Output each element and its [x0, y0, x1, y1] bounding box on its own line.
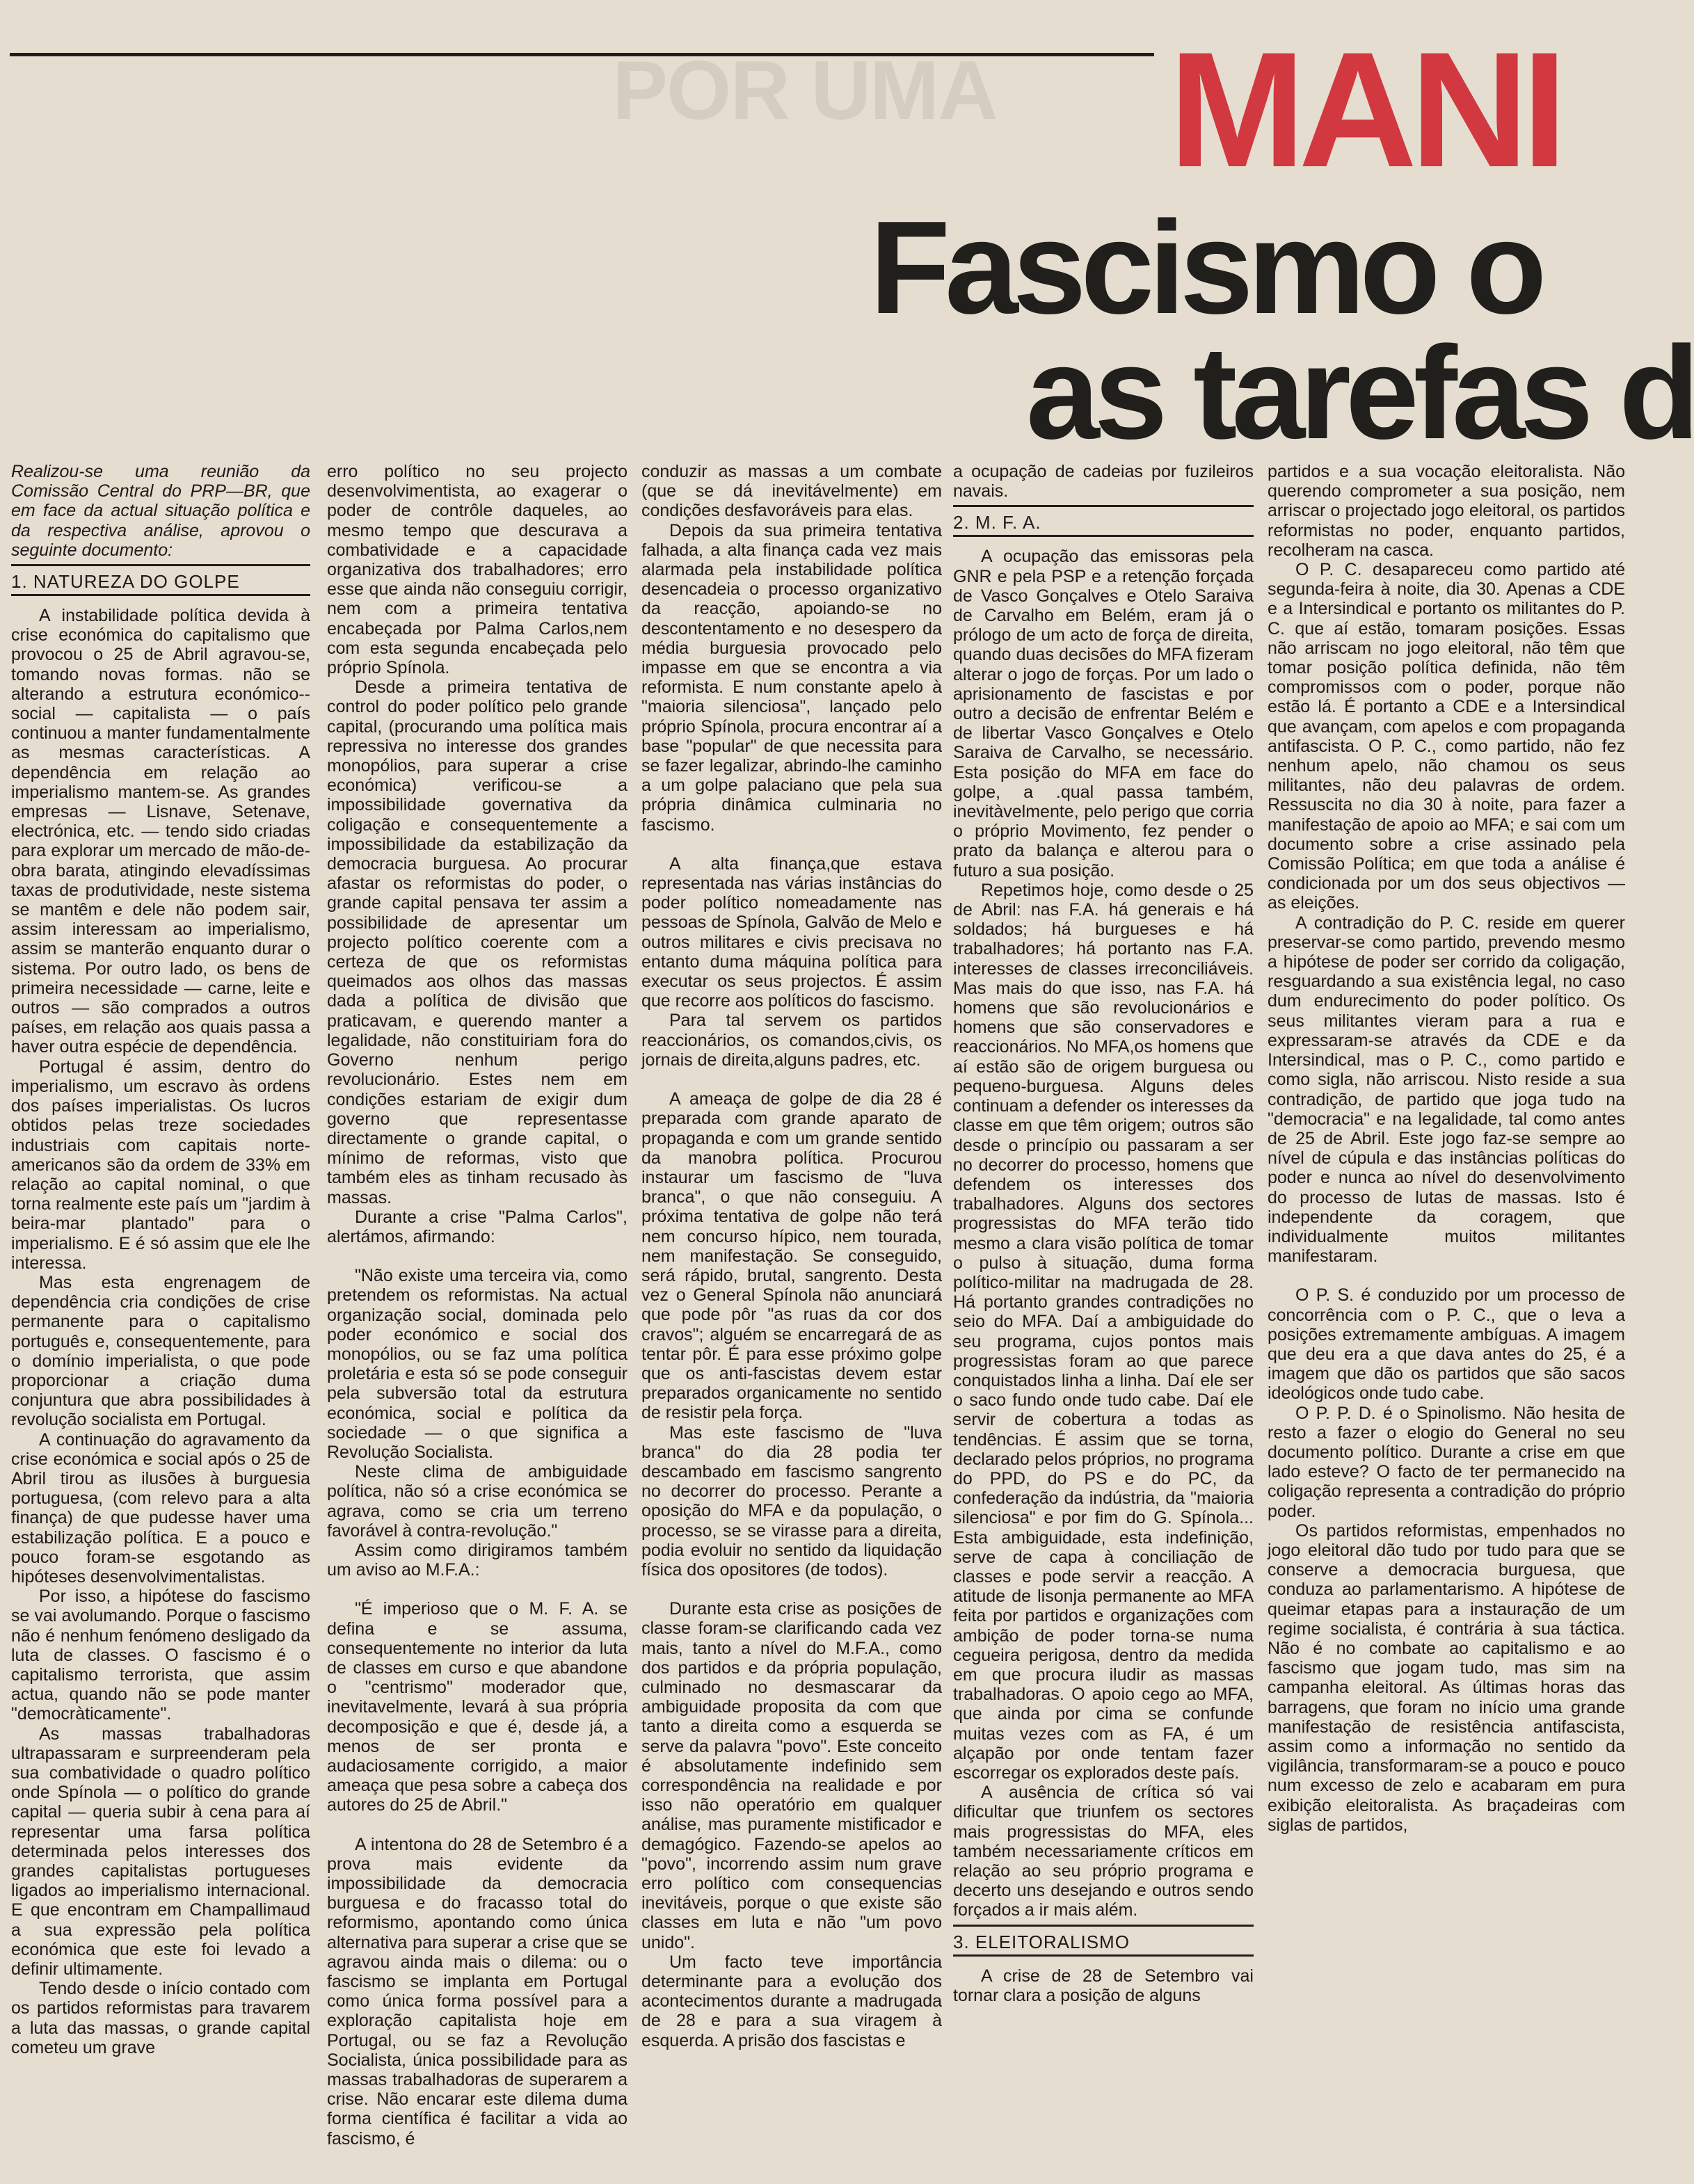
- article-column-4: [953, 462, 1254, 2131]
- paragraph: O P. P. D. é o Spinolismo. Não hesita de resto a fazer o elogio do General no seu documento político. Durante a crise em que lado esteve? O facto de ter permanecido na coligação representa a contradição do próprio poder.: [1268, 1403, 1625, 1521]
- intro-paragraph: Realizou-se uma reunião da Comissão Central do PRP—BR, que em face da actual situação política e da respectiva análise, aprovou o seguinte documento:: [11, 462, 310, 560]
- paragraph: A continuação do agravamento da crise económica e social após o 25 de Abril tirou as ilusões à burguesia portuguesa, (com relevo para a alta finança) de que pudesse haver uma estabilização política. E a pouco e pouco foram-se esgotando as hipóteses desenvolvimentalistas.: [11, 1429, 310, 1587]
- faded-show-through-title: POR UMA: [612, 44, 997, 137]
- quote-paragraph: "Não existe uma terceira via, como pretendem os reformistas. Na actual organização social, dominada pelo poder económico e social dos monopólios, ou se faz uma política proletária e esta só se pode conseguir pela subversão total da estrutura económica, social e política da sociedade — o que significa a Revolução Socialista.: [327, 1266, 628, 1462]
- paragraph: Desde a primeira tentativa de control do poder político pelo grande capital, (procurando uma política mais repressiva no interesse dos grandes monopólios, para superar a crise económica) verificou-se a impossibilidade governativa da coligação e consequentemente a impossibilidade da estabilização da democracia burguesa. Ao procurar afastar os reformistas do poder, o grande capital pensava ter assim a possibilidade de apresentar um projecto político coerente com a certeza de que os reformistas queimados aos olhos das massas dada a política de divisão que praticavam, e querendo manter a legalidade, não constituiriam fora do Governo nenhum perigo revolucionário. Estes nem em condições estariam de exigir dum governo que representasse directamente o grande capital, o mínimo de reformas, visto que também eles as tinham recusado às massas.: [327, 677, 628, 1207]
- paragraph: O P. C. desapareceu como partido até segunda-feira à noite, dia 30. Apenas a CDE e a Intersindical e portanto os militantes do P. C. que aí estão, tomaram posições. Essas não arriscam no jogo eleitoral, não têm que tomar posição política definida, não têm compromissos com o poder, porque não estão lá. É portanto a CDE e a Intersindical que avançam, com apelos e com propaganda antifascista. O P. C., como partido, não fez nenhum apelo, não chamou os seus militantes, não deu palavras de ordem. Ressuscita no dia 30 à noite, para fazer a manifestação de apoio ao MFA; e sai com um documento sobre a crise assinado pela Comissão Política; em que toda a análise é condicionada por um dos seus objectivos — as eleições.: [1268, 560, 1625, 913]
- paragraph: Um facto teve importância determinante para a evolução dos acontecimentos durante a madrugada de 28 e para a sua viragem à esquerda. A prisão dos fascistas e: [641, 1952, 942, 2050]
- paragraph: Mas esta engrenagem de dependência cria condições de crise permanente para o capitalismo português e, consequentemente, para o domínio imperialista, o que pode proporcionar a criação duma conjuntura que abra possibilidades à revolução socialista em Portugal.: [11, 1272, 310, 1430]
- paragraph: Por isso, a hipótese do fascismo se vai avolumando. Porque o fascismo não é nenhum fenómeno desligado da luta de classes. O fascismo é o capitalismo terrorista, que assim actua, quando não se pode manter "democràticamente".: [11, 1587, 310, 1724]
- paragraph: A ameaça de golpe de dia 28 é preparada com grande aparato de propaganda e com um grande sentido da manobra política. Procurou instaurar um fascismo de "luva branca", o que não conseguiu. A próxima tentativa de golpe não terá nem concurso hípico, nem tourada, nem manifestação. Se conseguido, será rápido, brutal, sangrento. Desta vez o General Spínola não anunciará que pode pôr "as ruas da cor dos cravos"; alguém se encarregará de as tentar pôr. É para esse próximo golpe que os anti-fascistas devem estar preparados organicamente no sentido de resistir pela força.: [641, 1089, 942, 1423]
- paragraph: erro político no seu projecto desenvolvimentista, ao exagerar o poder de contrôle daqueles, ao mesmo tempo que descurava a combatividade e a capacidade organizativa dos trabalhadores; erro esse que ainda não conseguiu corrigir, nem com a primeira tentativa encabeçada por Palma Carlos,nem com esta segunda encabeçada pelo próprio Spínola.: [327, 462, 628, 678]
- paragraph: A contradição do P. C. reside em querer preservar-se como partido, prevendo mesmo a hipótese de poder ser corrido da coligação, resguardando a sua existência legal, no caso dum endurecimento do poder político. Os seus militantes vieram para a rua e expressaram-se através da CDE e da Intersindical, mas o P. C., como partido e como sigla, não arriscou. Nisto reside a sua contradição, de partido que joga tudo na "democracia" e na legalidade, tal como antes de 25 de Abril. Este jogo faz-se sempre ao nível de cúpula e das instâncias políticas do poder e nunca ao nível do desenvolvimento do processo de lutas de massas. Isto é independente da coragem, que individualmente muitos militantes manifestaram.: [1268, 913, 1625, 1267]
- section-heading-natureza: 1. NATUREZA DO GOLPE: [11, 564, 310, 596]
- paragraph: O P. S. é conduzido por um processo de concorrência com o P. C., que o leva a posições extremamente ambíguas. A imagem que deu era a que dava antes do 25, é a imagem que dão os partidos que são sacos ideológicos onde tudo cabe.: [1268, 1285, 1625, 1404]
- paragraph: Durante esta crise as posições de classe foram-se clarificando cada vez mais, tanto a nível do M.F.A., como dos partidos e da própria população, culminado no desmascarar da ambiguidade proposita da com que tanto a direita como a esquerda se serve da palavra "povo". Este conceito é absolutamente indefinido sem correspondência na realidade e por isso não operatório em qualquer análise, mas puramente mistificador e demagógico. Fazendo-se apelos ao "povo", incorrendo assim num grave erro político com consequencias inevitáveis, porque o que existe são classes em luta e não "um povo unido".: [641, 1599, 942, 1952]
- red-banner-title: MANI: [1169, 18, 1561, 202]
- quote-paragraph: "É imperioso que o M. F. A. se defina e se assuma, consequentemente no interior da luta de classes em curso e que abandone o "centrismo" moderador que, inevitavelmente, levará à sua própria decomposição e que é, desde já, a menos de ser pronta e audaciosamente corrigido, a maior ameaça que pesa sobre a cabeça dos autores do 25 de Abril.": [327, 1599, 628, 1815]
- paragraph: A alta finança,que estava representada nas várias instâncias do poder político nomeadamente nas pessoas de Spínola, Galvão de Melo e outros militares e civis precisava no entanto duma máquina política para executar os seus projectos. É assim que recorre aos políticos do fascismo.: [641, 853, 942, 1011]
- paragraph: A ausência de crítica só vai dificultar que triunfem os sectores mais progressistas do MFA, eles também necessariamente críticos em relação ao seu próprio programa e decerto uns desejando e outros sendo forçados a ir mais além.: [953, 1783, 1254, 1920]
- section-heading-mfa: 2. M. F. A.: [953, 505, 1254, 537]
- paragraph: A intentona do 28 de Setembro é a prova mais evidente da impossibilidade da democracia burguesa e do fracasso total do reformismo, apontando como única alternativa para superar a crise que se agravou ainda mais o dilema: ou o fascismo se implanta em Portugal como única forma possível para a exploração capitalista hoje em Portugal, ou se faz a Revolução Socialista, única possibilidade para as massas trabalhadoras de superarem a crise. Não encarar este dilema duma forma científica é facilitar a vida ao fascismo, é: [327, 1834, 628, 2149]
- paragraph: A instabilidade política devida à crise económica do capitalismo que provocou o 25 de Abril agravou-se, tomando novas formas. não se alterando a estrutura económico--social — capitalista — o país continuou a manter fundamentalmente as mesmas características. A dependência em relação ao imperialismo mantem-se. As grandes empresas — Lisnave, Setenave, electrónica, etc. — tendo sido criadas para explorar um mercado de mão-de-obra barata, atingindo elevadíssimas taxas de produtividade, neste sistema se mantêm e dele não podem sair, assim interessam ao imperialismo, assim se manterão enquanto durar o sistema. Por outro lado, os bens de primeira necessidade — carne, leite e outros — são comprados a outros países, em relação aos quais passa a haver outra espécie de dependência.: [11, 606, 310, 1057]
- article-column-1: [11, 462, 310, 2131]
- paragraph: A crise de 28 de Setembro vai tornar clara a posição de alguns: [953, 1966, 1254, 2005]
- paragraph: A ocupação das emissoras pela GNR e pela PSP e a retenção forçada de Vasco Gonçalves e Otelo Saraiva de Carvalho em Belém, eram já o prólogo de um acto de força de direita, quando duas decisões do MFA fizeram alterar o jogo de forças. Por um lado o aprisionamento de fascistas e por outro a decisão de enfrentar Belém e de libertar Vasco Gonçalves e Otelo Saraiva de Carvalho, se necessário. Esta posição do MFA em face do golpe, a .qual passa também, inevitàvelmente, pelo perigo que corria o próprio Movimento, fez pender o prato da balança e alterou para o futuro a sua posição.: [953, 547, 1254, 881]
- headline-line-2: as tarefas d: [1026, 319, 1694, 467]
- paragraph: Depois da sua primeira tentativa falhada, a alta finança cada vez mais alarmada pela instabilidade política desencadeia o processo organizativo da reacção, apoiando-se no descontentamento e no desespero da média burguesia provocado pelo impasse em que se encontra a via reformista. E num constante apelo à "maioria silenciosa", lançado pelo próprio Spínola, procura encontrar aí a base "popular" de que necessita para se fazer legalizar, abrindo-lhe caminho a um golpe palaciano que pela sua própria dinâmica culminaria no fascismo.: [641, 520, 942, 835]
- article-column-2: [327, 462, 628, 2149]
- paragraph: Mas este fascismo de "luva branca" do dia 28 podia ter descambado em fascismo sangrento no decorrer do processo. Perante a oposição do MFA e da população, o processo, se se virasse para a direita, podia evoluir no sentido da liquidação física dos opositores (de todos).: [641, 1422, 942, 1580]
- paragraph: partidos e a sua vocação eleitoralista. Não querendo comprometer a sua posição, nem arriscar o projectado jogo eleitoral, os partidos reformistas no poder, enquanto partidos, recolheram na casca.: [1268, 462, 1625, 560]
- article-column-5: [1268, 462, 1625, 2131]
- headline-line-1: Fascismo o: [870, 194, 1542, 342]
- paragraph: Repetimos hoje, como desde o 25 de Abril: nas F.A. há generais e há soldados; há burgueses e há trabalhadores; há portanto nas F.A. interesses de classes irreconciliáveis. Mas mais do que isso, nas F.A. há homens que são revolucionários e homens que são conservadores e reaccionários. No MFA,os homens que aí estão são de origem burguesa ou pequeno-burguesa. Alguns deles continuam a defender os interesses da classe em que têm origem; outros são desde o princípio ou passaram a ser no decorrer do processo, homens que defendem os interesses dos trabalhadores. Alguns dos sectores progressistas do MFA terão tido mesmo a clara visão política de tomar o pulso à situação, duma forma político-militar na madrugada de 28. Há portanto grandes contradições no seio do MFA. Daí a ambiguidade do seu programa, cujos pontos mais progressistas foram ao que parece conquistados linha a linha. Daí ele ser o saco fundo onde tudo cabe. Daí ele servir de cobertura a todas as tendências. É assim que se torna, declarado pelos próprios, no programa do PPD, do PS e do PC, da confederação da indústria, da "maioria silenciosa" e por fim do G. Spínola... Esta ambiguidade, esta indefinição, serve de capa à conciliação de classes e pode servir a reacção. A atitude de lisonja permanente ao MFA feita por partidos e organizações com ambição de poder torna-se numa cegueira perigosa, dentro da medida em que procura iludir as massas trabalhadoras. O apoio cego ao MFA, que ainda por cima se confunde muitas vezes com as FA, é um alçapão por onde tentam fazer escorregar os explorados deste país.: [953, 880, 1254, 1783]
- article-column-3: [641, 462, 942, 2131]
- section-heading-eleitoralismo: 3. ELEITORALISMO: [953, 1925, 1254, 1957]
- paragraph: Assim como dirigiramos também um aviso ao M.F.A.:: [327, 1540, 628, 1580]
- paragraph: a ocupação de cadeias por fuzileiros navais.: [953, 462, 1254, 501]
- paragraph: Portugal é assim, dentro do imperialismo, um escravo às ordens dos países imperialistas. Os lucros obtidos pelas treze sociedades industriais com capitais norte-americanos são da ordem de 33% em relação ao capital nominal, o que torna realmente este país um "jardim à beira-mar plantado" para o imperialismo. E é só assim que ele lhe interessa.: [11, 1057, 310, 1273]
- paragraph: Durante a crise "Palma Carlos", alertámos, afirmando:: [327, 1207, 628, 1246]
- paragraph: Tendo desde o início contado com os partidos reformistas para travarem a luta das massas, o grande capital cometeu um grave: [11, 1979, 310, 2057]
- paragraph: Os partidos reformistas, empenhados no jogo eleitoral dão tudo por tudo para que se conserve a democracia burguesa, que conduza ao parlamentarismo. A hipótese de queimar etapas para a instauração de um regime socialista, é contrária à sua táctica. Não é no combate ao capitalismo e ao fascismo que jogam tudo, mas sim na campanha eleitoral. As últimas horas das barragens, que foram no início uma grande manifestação de resistência antifascista, assim como a informação no sentido da vigilância, transformaram-se a pouco e pouco num excesso de zelo e acabaram em pura exibição eleitoralista. As braçadeiras com siglas de partidos,: [1268, 1520, 1625, 1835]
- quote-paragraph: Neste clima de ambiguidade política, não só a crise económica se agrava, como se cria um terreno favorável à contra-revolução.": [327, 1462, 628, 1541]
- paragraph: conduzir as massas a um combate (que se dá inevitávelmente) em condições desfavoráveis para elas.: [641, 462, 942, 521]
- paragraph: As massas trabalhadoras ultrapassaram e surpreenderam pela sua combatividade o quadro político onde Spínola — o político do grande capital — queria subir à cena para aí representar uma farsa política determinada pelos interesses dos grandes capitalistas portugueses ligados ao imperialismo internacional. E que encontram em Champallimaud a sua expressão pela política económica que este foi levado a definir ultimamente.: [11, 1724, 310, 1980]
- paragraph: Para tal servem os partidos reaccionários, os comandos,civis, os jornais de direita,alguns padres, etc.: [641, 1011, 942, 1070]
